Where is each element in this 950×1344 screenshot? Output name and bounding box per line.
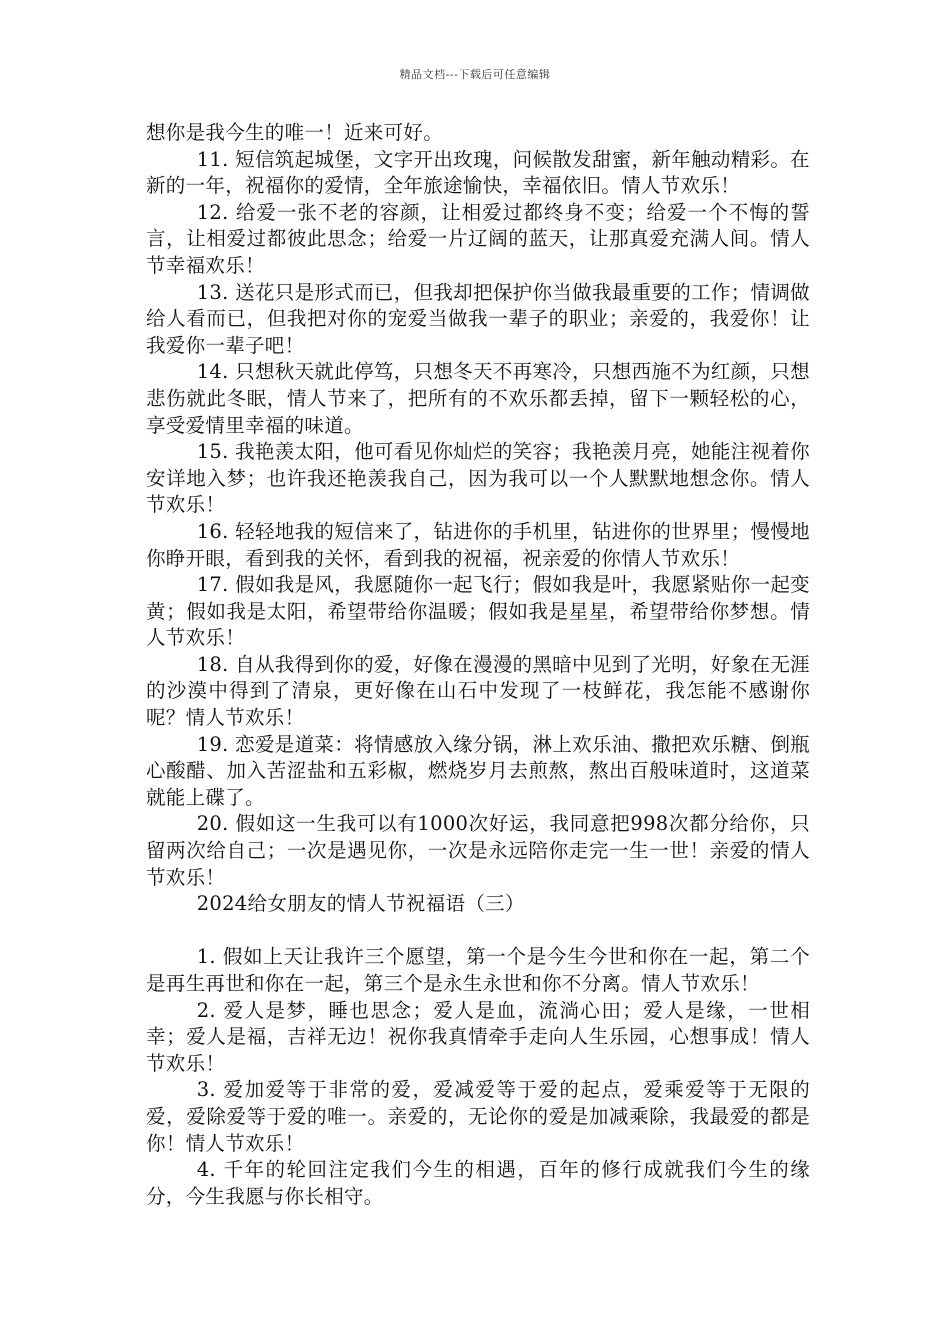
document-body	[146, 120, 810, 1210]
blank-line	[146, 918, 810, 945]
section-paragraph-3: 3. 爱加爱等于非常的爱，爱减爱等于爱的起点，爱乘爱等于无限的爱，爱除爱等于爱的唯一。亲爱的，无论你的爱是加减乘除，我最爱的都是你！情人节欢乐！	[146, 1078, 810, 1155]
paragraph-14: 14. 只想秋天就此停笃，只想冬天不再寒冷，只想西施不为红颜，只想悲伤就此冬眠，情人节来了，把所有的不欢乐都丢掉，留下一颗轻松的心，享受爱情里幸福的味道。	[146, 360, 810, 437]
paragraph-18: 18. 自从我得到你的爱，好像在漫漫的黑暗中见到了光明，好象在无涯的沙漠中得到了清泉，更好像在山石中发现了一枝鲜花，我怎能不感谢你呢？情人节欢乐！	[146, 652, 810, 730]
paragraph-11: 11. 短信筑起城堡，文字开出玫瑰，问候散发甜蜜，新年触动精彩。在新的一年，祝福你的爱情，全年旅途愉快，幸福依旧。情人节欢乐！	[146, 147, 810, 198]
section-paragraph-4: 4. 千年的轮回注定我们今生的相遇，百年的修行成就我们今生的缘分，今生我愿与你长相守。	[146, 1158, 810, 1208]
page-header: 精品文档---下载后可任意编辑	[399, 68, 551, 81]
paragraph-15: 15. 我艳羡太阳，他可看见你灿烂的笑容；我艳羡月亮，她能注视着你安详地入梦；也许我还艳羡我自己，因为我可以一个人默默地想念你。情人节欢乐！	[146, 440, 810, 517]
section-title: 2024给女朋友的情人节祝福语（三）	[196, 892, 525, 916]
lead-line: 想你是我今生的唯一！近来可好。	[146, 121, 444, 144]
paragraph-20: 20. 假如这一生我可以有1000次好运，我同意把998次都分给你，只留两次给自己；一次是遇见你，一次是永远陪你走完一生一世！亲爱的情人节欢乐！	[146, 812, 810, 889]
paragraph-13: 13. 送花只是形式而已，但我却把保护你当做我最重要的工作；情调做给人看而已，但我把对你的宠爱当做我一辈子的职业；亲爱的，我爱你！让我爱你一辈子吧！	[146, 280, 810, 357]
paragraph-19: 19. 恋爱是道菜：将情感放入缘分锅，淋上欢乐油、撒把欢乐糖、倒瓶心酸醋、加入苦涩盐和五彩椒，燃烧岁月去煎熬，熬出百般味道时，这道菜就能上碟了。	[146, 732, 810, 809]
paragraph-12: 12. 给爱一张不老的容颜，让相爱过都终身不变；给爱一个不悔的誓言，让相爱过都彼此思念；给爱一片辽阔的蓝天，让那真爱充满人间。情人节幸福欢乐！	[146, 200, 810, 277]
paragraph-17: 17. 假如我是风，我愿随你一起飞行；假如我是叶，我愿紧贴你一起变黄；假如我是太阳，希望带给你温暖；假如我是星星，希望带给你梦想。情人节欢乐！	[146, 573, 810, 650]
section-paragraph-2: 2. 爱人是梦，睡也思念；爱人是血，流淌心田；爱人是缘，一世相幸；爱人是福，吉祥无边！祝你我真情牵手走向人生乐园，心想事成！情人节欢乐！	[146, 998, 810, 1075]
section-paragraph-1: 1. 假如上天让我许三个愿望，第一个是今生今世和你在一起，第二个是再生再世和你在一起，第三个是永生永世和你不分离。情人节欢乐！	[146, 945, 810, 995]
paragraph-16: 16. 轻轻地我的短信来了，钻进你的手机里，钻进你的世界里；慢慢地你睁开眼，看到我的关怀，看到我的祝福，祝亲爱的你情人节欢乐！	[146, 519, 810, 570]
